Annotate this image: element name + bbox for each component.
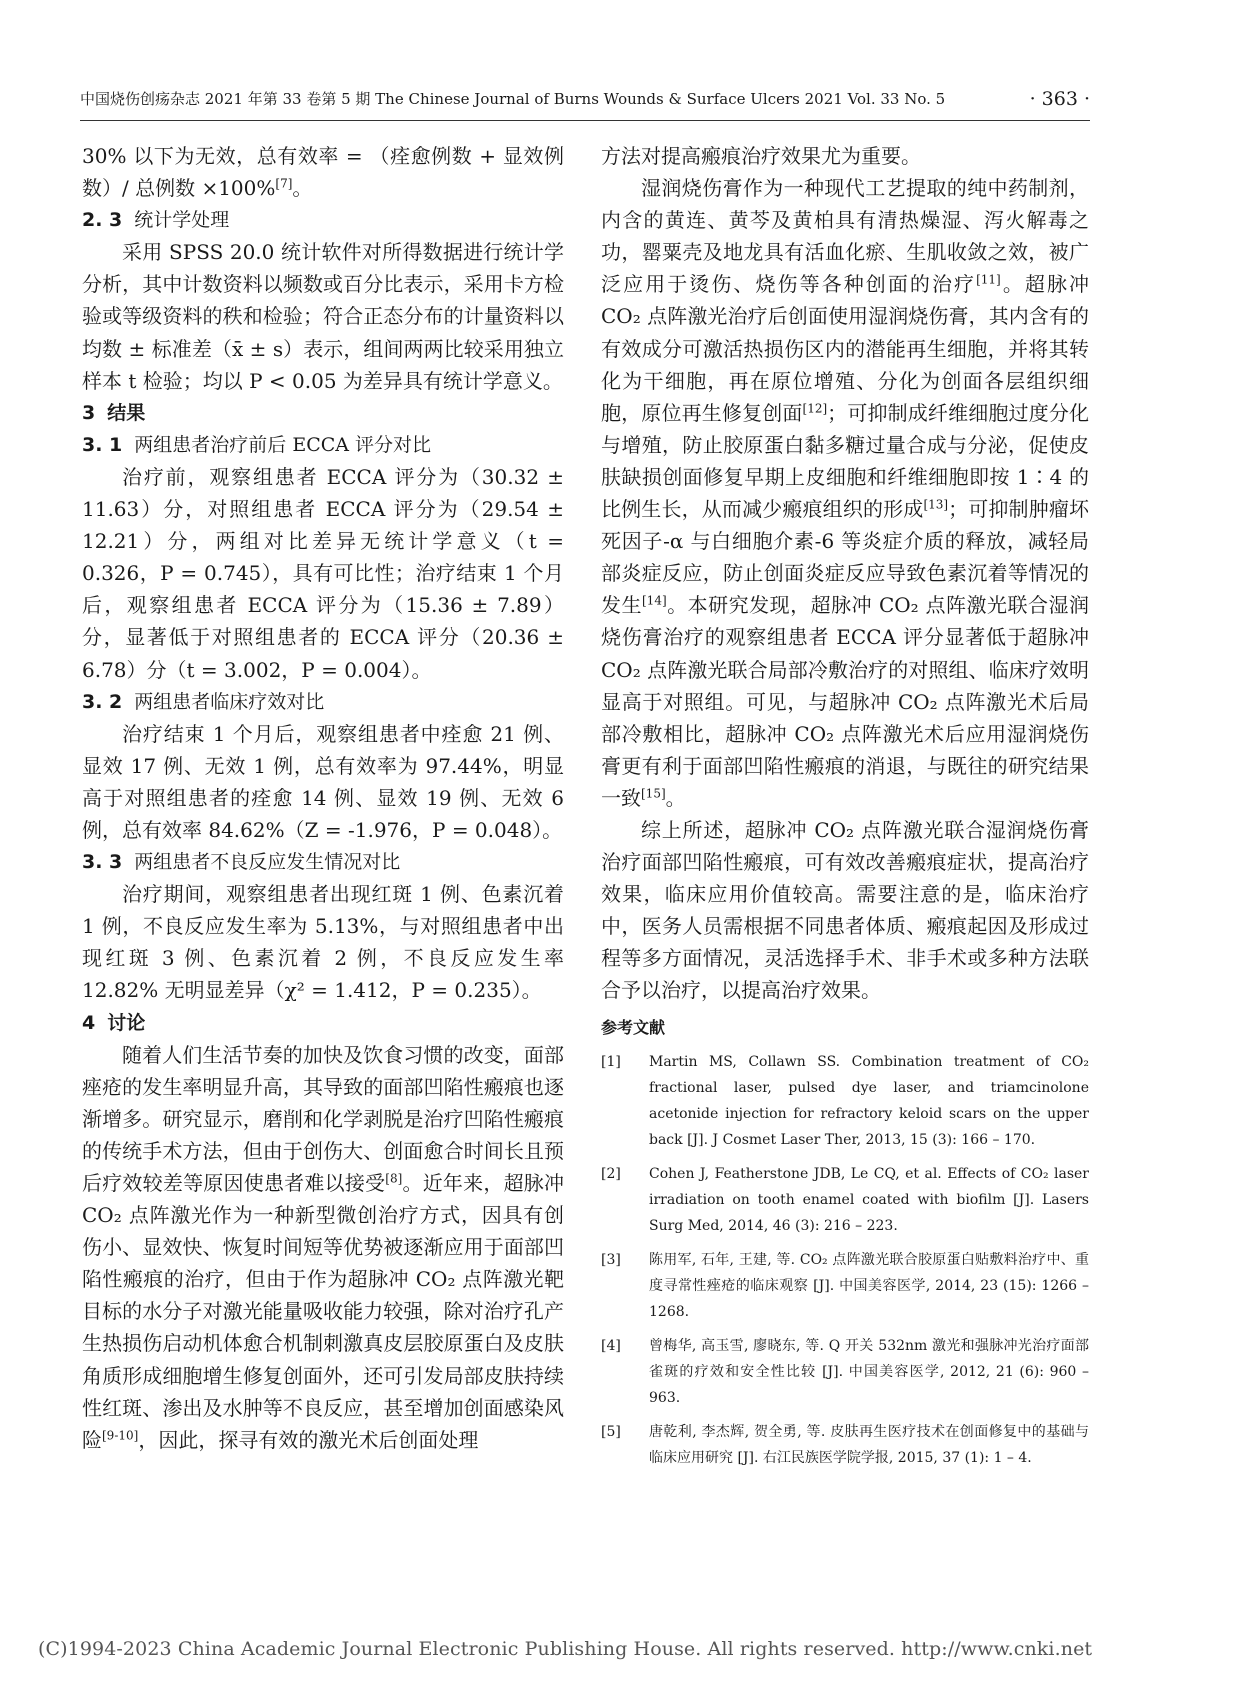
left-column <box>82 140 564 1456</box>
paragraph-discussion-1: 随着人们生活节奏的加快及饮食习惯的改变，面部痤疮的发生率明显升高，其导致的面部凹陷性瘢痕也逐渐增多。研究显示，磨削和化学剥脱是治疗凹陷性瘢痕的传统手术方法，但由于创伤大、创面愈合时间长且预后疗效较差等原因使患者难以接受[8]。近年来，超脉冲 CO₂ 点阵激光作为一种新型微创治疗方式，因具有创伤小、显效快、恢复时间短等优势被逐渐应用于面部凹陷性瘢痕的治疗，但由于作为超脉冲 CO₂ 点阵激光靶目标的水分子对激光能量吸收能力较强，除对治疗孔产生热损伤启动机体愈合机制刺激真皮层胶原蛋白及皮肤角质形成细胞增生修复创面外，还可引发局部皮肤持续性红斑、渗出及水肿等不良反应，甚至增加创面感染风险[9-10]，因此，探寻有效的激光术后创面处理 <box>82 1042 565 1452</box>
section-heading-3-1: 3. 1 两组患者治疗前后 ECCA 评分对比 <box>82 433 432 456</box>
section-heading-4: 4 讨论 <box>82 1011 146 1034</box>
paragraph-discussion-continued: 方法对提高瘢痕治疗效果尤为重要。 <box>601 144 921 168</box>
reference-item: [5] 唐乾利, 李杰辉, 贺全勇, 等. 皮肤再生医疗技术在创面修复中的基础与临床应用研究 [J]. 右江民族医学院学报, 2015, 37 (1): 1 – 4. <box>601 1423 1089 1466</box>
reference-item: [4] 曾梅华, 高玉雪, 廖晓东, 等. Q 开关 532nm 激光和强脉冲光治疗面部雀斑的疗效和安全性比较 [J]. 中国美容医学, 2012, 21 (6): 960 – 963. <box>601 1337 1089 1406</box>
citation-11[interactable]: [11] <box>976 272 1001 287</box>
reference-item: [1] Martin MS, Collawn SS. Combination treatment of CO₂ fractional laser, pulsed dye laser, and triamcinolone acetonide injection for refractory keloid scars on the upper back [J]. J Cosmet Laser Ther, 2013, 15 (3): 166 – 170. <box>601 1053 1089 1148</box>
citation-12[interactable]: [12] <box>802 401 828 416</box>
citation-7[interactable]: [7] <box>275 176 293 191</box>
citation-14[interactable]: [14] <box>642 593 667 608</box>
references-list <box>601 1049 1089 1471</box>
citation-8[interactable]: [8] <box>385 1171 403 1186</box>
citation-15[interactable]: [15] <box>641 786 666 801</box>
paragraph-ecca-results: 治疗前，观察组患者 ECCA 评分为（30.32 ± 11.63）分，对照组患者 ECCA 评分为（29.54 ± 12.21）分，两组对比差异无统计学意义（t = 0.326，P = 0.745），具有可比性；治疗结束 1 个月后，观察组患者 ECCA 评分为（15.36 ± 7.89）分，显著低于对照组患者的 ECCA 评分（20.36 ± 6.78）分（t = 3.002，P = 0.004）。 <box>82 464 564 682</box>
paragraph-adverse-reactions: 治疗期间，观察组患者出现红斑 1 例、色素沉着 1 例，不良反应发生率为 5.13%，与对照组患者中出现红斑 3 例、色素沉着 2 例，不良反应发生率 12.82% 无明显差异（χ² = 1.412，P = 0.235）。 <box>82 882 564 1003</box>
paragraph-statistics: 采用 SPSS 20.0 统计软件对所得数据进行统计学分析，其中计数资料以频数或百分比表示，采用卡方检验或等级资料的秩和检验；符合正态分布的计量资料以均数 ± 标准差（x̄ ± s）表示，组间两两比较采用独立样本 t 检验；均以 P < 0.05 为差异具有统计学意义。 <box>82 240 564 393</box>
paragraph-conclusion: 综上所述，超脉冲 CO₂ 点阵激光联合湿润烧伤膏治疗面部凹陷性瘢痕，可有效改善瘢痕症状，提高治疗效果，临床应用价值较高。需要注意的是，临床治疗中，医务人员需根据不同患者体质、瘢痕起因及形成过程等多方面情况，灵活选择手术、非手术或多种方法联合予以治疗，以提高治疗效果。 <box>601 817 1089 1003</box>
copyright-footer: (C)1994-2023 China Academic Journal Electronic Publishing House. All rights reserved. http://www.cnki.net <box>38 1638 1093 1660</box>
paragraph-discussion-2: 湿润烧伤膏作为一种现代工艺提取的纯中药制剂，内含的黄连、黄芩及黄柏具有清热燥湿、泻火解毒之功，罂粟壳及地龙具有活血化瘀、生肌收敛之效，被广泛应用于烫伤、烧伤等各种创面的治疗[11]。超脉冲 CO₂ 点阵激光治疗后创面使用湿润烧伤膏，其内含有的有效成分可激活热损伤区内的潜能再生细胞，并将其转化为干细胞，再在原位增殖、分化为创面各层组织细胞，原位再生修复创面[12]；可抑制成纤维细胞过度分化与增殖，防止胶原蛋白黏多糖过量合成与分泌，促使皮肤缺损创面修复早期上皮细胞和纤维细胞即按 1∶4 的比例生长，从而减少瘢痕组织的形成[13]；可抑制肿瘤坏死因子-α 与白细胞介素-6 等炎症介质的释放，减轻局部炎症反应，防止创面炎症反应导致色素沉着等情况的发生[14]。本研究发现，超脉冲 CO₂ 点阵激光联合湿润烧伤膏治疗的观察组患者 ECCA 评分显著低于超脉冲 CO₂ 点阵激光联合局部冷敷治疗的对照组、临床疗效明显高于对照组。可见，与超脉冲 CO₂ 点阵激光术后局部冷敷相比，超脉冲 CO₂ 点阵激光术后应用湿润烧伤膏更有利于面部凹陷性瘢痕的消退，与既往的研究结果一致[15]。 <box>601 176 1090 810</box>
reference-item: [2] Cohen J, Featherstone JDB, Le CQ, et al. Effects of CO₂ laser irradiation on tooth enamel coated with biofilm [J]. Lasers Surg Med, 2014, 46 (3): 216 – 223. <box>601 1165 1089 1234</box>
running-header <box>80 86 1090 112</box>
section-heading-3-3: 3. 3 两组患者不良反应发生情况对比 <box>82 851 401 874</box>
references-heading: 参考文献 <box>601 1017 666 1037</box>
citation-9-10[interactable]: [9-10] <box>102 1428 139 1443</box>
citation-13[interactable]: [13] <box>923 497 949 512</box>
journal-citation-line: 中国烧伤创疡杂志 2021 年第 33 卷第 5 期 The Chinese Journal of Burns Wounds & Surface Ulcers 2021 Vol. 33 No. 5 <box>80 90 946 108</box>
section-heading-3: 3 结果 <box>82 401 146 424</box>
page-number: · 363 · <box>1029 88 1090 110</box>
section-heading-3-2: 3. 2 两组患者临床疗效对比 <box>82 690 325 713</box>
reference-item: [3] 陈用军, 石年, 王建, 等. CO₂ 点阵激光联合胶原蛋白贴敷料治疗中、重度寻常性痤疮的临床观察 [J]. 中国美容医学, 2014, 23 (15): 1266 – 1268. <box>601 1251 1089 1320</box>
section-heading-2-3: 2. 3 统计学处理 <box>82 209 230 232</box>
right-column <box>601 140 1089 1471</box>
paragraph-efficacy-definition: 30% 以下为无效，总有效率 = （痊愈例数 + 显效例数）/ 总例数 ×100%[7]。 <box>82 144 564 201</box>
header-rule <box>80 120 1090 121</box>
paragraph-clinical-efficacy: 治疗结束 1 个月后，观察组患者中痊愈 21 例、显效 17 例、无效 1 例，总有效率为 97.44%，明显高于对照组患者的痊愈 14 例、显效 19 例、无效 6 例，总有效率 84.62%（Z = -1.976，P = 0.048）。 <box>82 721 564 842</box>
